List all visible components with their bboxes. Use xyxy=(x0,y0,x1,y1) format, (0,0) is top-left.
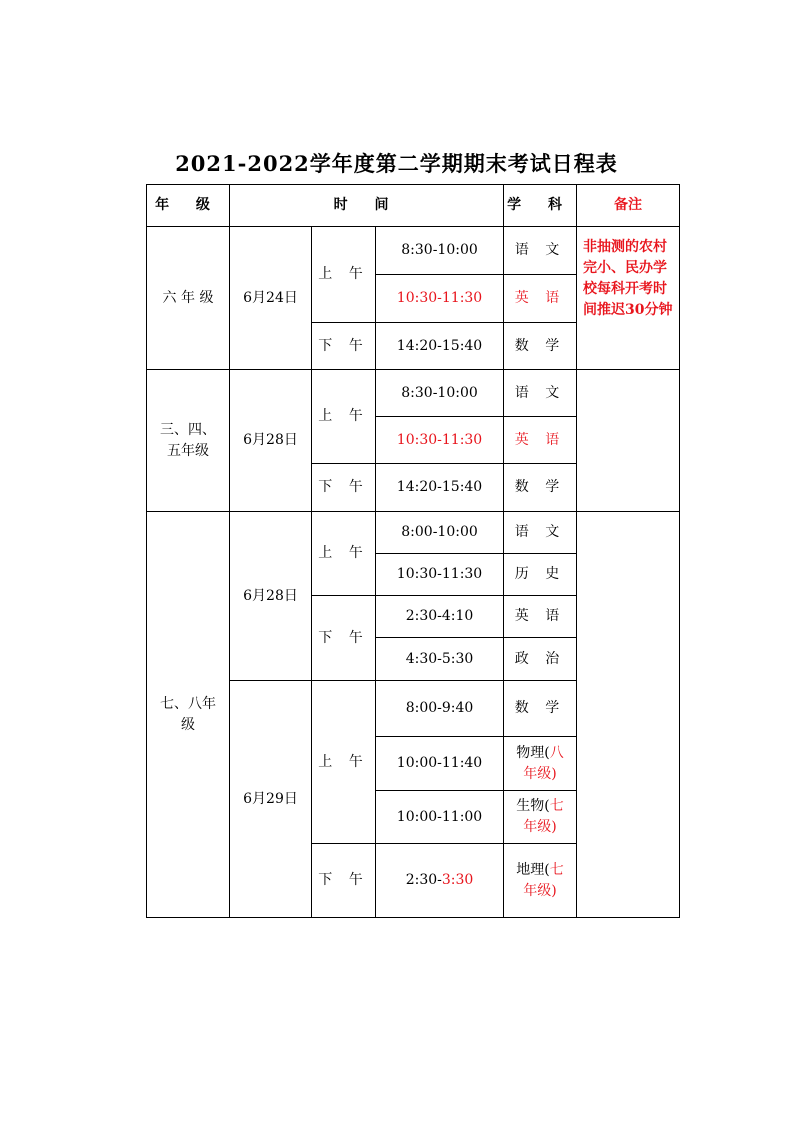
subject-cell: 语 文 xyxy=(504,512,577,554)
subject-cell: 生物(七 年级) xyxy=(504,791,577,844)
time-cell: 10:30-11:30 xyxy=(376,554,504,596)
time-cell: 10:00-11:40 xyxy=(376,737,504,791)
remark-empty xyxy=(577,512,680,918)
subject-cell: 物理(八 年级) xyxy=(504,737,577,791)
grade-cell-g345: 三、四、 五年级 xyxy=(147,370,230,512)
table-row xyxy=(147,227,680,275)
time-cell: 4:30-5:30 xyxy=(376,638,504,681)
period-cell: 下 午 xyxy=(312,844,376,918)
period-cell: 上 午 xyxy=(312,370,376,464)
time-cell: 14:20-15:40 xyxy=(376,323,504,370)
time-cell: 14:20-15:40 xyxy=(376,464,504,512)
time-cell: 8:30-10:00 xyxy=(376,370,504,417)
time-cell: 10:30-11:30 xyxy=(376,417,504,464)
remark-empty xyxy=(577,370,680,512)
subject-cell: 英 语 xyxy=(504,275,577,323)
date-cell: 6月28日 xyxy=(230,370,312,512)
period-cell: 上 午 xyxy=(312,681,376,844)
time-cell: 10:00-11:00 xyxy=(376,791,504,844)
subject-cell: 语 文 xyxy=(504,227,577,275)
period-cell: 上 午 xyxy=(312,512,376,596)
subject-cell: 英 语 xyxy=(504,596,577,638)
grade-cell-g6: 六 年 级 xyxy=(147,227,230,370)
header-grade: 年 级 xyxy=(147,185,230,227)
header-remark: 备注 xyxy=(577,185,680,227)
remark-note: 非抽测的农村完小、民办学校每科开考时间推迟30分钟 xyxy=(577,227,680,370)
time-cell: 10:30-11:30 xyxy=(376,275,504,323)
subject-cell: 数 学 xyxy=(504,681,577,737)
subject-cell: 语 文 xyxy=(504,370,577,417)
table-row xyxy=(147,370,680,417)
exam-schedule-table xyxy=(146,184,680,918)
header-subject: 学 科 xyxy=(504,185,577,227)
page-title: 2021-2022学年度第二学期期末考试日程表 xyxy=(175,151,618,176)
grade-cell-g78: 七、八年 级 xyxy=(147,512,230,918)
period-cell: 下 午 xyxy=(312,323,376,370)
period-cell: 下 午 xyxy=(312,596,376,681)
subject-cell: 政 治 xyxy=(504,638,577,681)
subject-cell: 历 史 xyxy=(504,554,577,596)
date-cell: 6月29日 xyxy=(230,681,312,918)
header-row xyxy=(147,185,680,227)
period-cell: 下 午 xyxy=(312,464,376,512)
time-cell: 8:30-10:00 xyxy=(376,227,504,275)
time-cell: 2:30-4:10 xyxy=(376,596,504,638)
time-cell: 8:00-9:40 xyxy=(376,681,504,737)
date-cell: 6月24日 xyxy=(230,227,312,370)
time-cell: 8:00-10:00 xyxy=(376,512,504,554)
subject-cell: 英 语 xyxy=(504,417,577,464)
table-row xyxy=(147,512,680,554)
subject-cell: 地理(七 年级) xyxy=(504,844,577,918)
subject-cell: 数 学 xyxy=(504,464,577,512)
period-cell: 上 午 xyxy=(312,227,376,323)
header-time: 时 间 xyxy=(230,185,504,227)
subject-cell: 数 学 xyxy=(504,323,577,370)
date-cell: 6月28日 xyxy=(230,512,312,681)
time-cell: 2:30-3:30 xyxy=(376,844,504,918)
